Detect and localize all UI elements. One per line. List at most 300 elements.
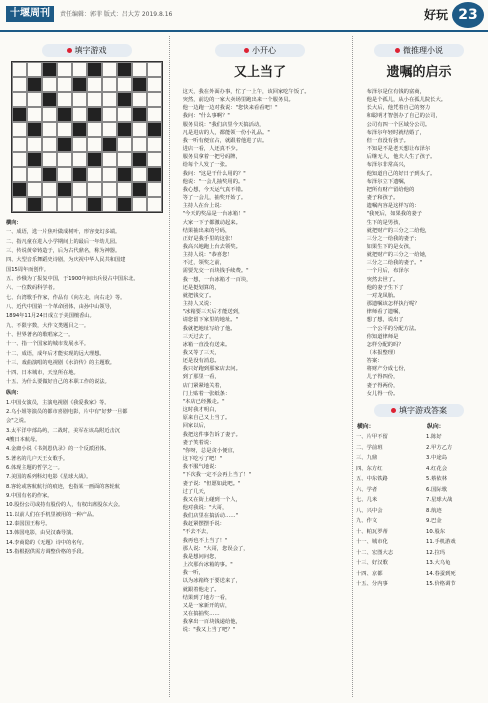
down-clue: 12.泰国国王称号。	[6, 521, 51, 527]
story-paragraph: 原来自己又上当了。	[182, 415, 231, 422]
across-clue: 七、台湾歌手作家，作品有《向左走，向右走》等。	[6, 294, 126, 301]
mystery-tag	[374, 44, 464, 57]
story-paragraph: "本店已经搬走。"	[182, 398, 225, 405]
story-paragraph: 正好是我手里的这张！	[182, 235, 236, 242]
grid-cell	[72, 197, 87, 212]
story-paragraph: "下次我一定不会再上当了！"	[182, 472, 252, 479]
answer-cell: 6.国际歌	[426, 486, 447, 493]
story-paragraph: 我赶紧摆摆手说：	[182, 521, 225, 528]
story-paragraph: 结果到了地方一看，	[182, 594, 231, 601]
grid-cell	[132, 77, 147, 92]
humor-column	[172, 38, 348, 697]
answer-row	[356, 443, 482, 453]
answer-cell: 九、作文	[356, 518, 378, 525]
story-paragraph: 后继无人，他夫人生了孩子。	[366, 154, 436, 161]
grid-cell	[27, 107, 42, 122]
story-paragraph: 布泽尔立下遗嘱，	[366, 178, 409, 185]
answer-cell: 三、九鼎	[356, 455, 378, 462]
story-paragraph: 这时我才明白，	[182, 407, 220, 414]
grid-cell	[12, 62, 27, 77]
story-paragraph: 店门紧紧地关着，	[182, 382, 225, 389]
grid-cell	[147, 107, 162, 122]
grid-cell	[27, 77, 42, 92]
story-paragraph: 需要先交一百块钱手续费。"	[182, 268, 249, 275]
answer-row	[356, 464, 482, 474]
grid-cell	[117, 197, 132, 212]
grid-cell	[42, 137, 57, 152]
answer-row	[356, 538, 482, 548]
across-clue: 十三、戏曲演唱的电视剧《水浒传》的主题歌。	[6, 360, 115, 367]
story-paragraph: 突然，前边的一家大卖场里跑出来一个服务员。	[182, 97, 294, 104]
story-paragraph: 妻子得两份，	[366, 382, 399, 389]
across-clue: 十、世界著名的歌唱家之一。	[6, 332, 74, 339]
answer-cell: 八、兴中会	[356, 507, 383, 514]
grid-cell	[102, 92, 117, 107]
answers-tag	[374, 404, 464, 417]
grid-cell	[132, 107, 147, 122]
editor-line: 责任编辑：郭菲 版式：吕大芳 2019.8.16	[60, 11, 173, 18]
story-paragraph: 我就把地址写给了他。	[182, 325, 236, 332]
crossword-grid	[11, 61, 163, 213]
humor-tag	[215, 44, 305, 57]
grid-cell	[12, 77, 27, 92]
story-paragraph: 一个月后，布泽尔	[366, 268, 409, 275]
grid-cell	[27, 167, 42, 182]
bullet-icon	[244, 48, 249, 53]
crossword-tag	[42, 44, 132, 57]
grid-cell	[42, 167, 57, 182]
grid-cell	[27, 182, 42, 197]
across-clues	[6, 228, 167, 387]
answer-cell: 十三、好汉歌	[356, 560, 388, 567]
story-paragraph: 门上贴着一张纸条：	[182, 390, 231, 397]
story-paragraph: 大家一下子都激动起来。	[182, 219, 241, 226]
grid-cell	[102, 62, 117, 77]
across-clue: 一、成语，选一片焦叶做成树叶，形容变幻多端。	[6, 229, 121, 236]
grid-cell	[147, 197, 162, 212]
grid-cell	[102, 197, 117, 212]
answer-cell: 十一、城市化	[356, 539, 388, 546]
answer-row	[356, 433, 482, 443]
story-paragraph: 又在搞抽奖……	[182, 611, 220, 617]
answer-row	[356, 485, 482, 495]
across-clue: 十一、指一个国家的城市发展水平。	[6, 341, 90, 348]
answer-cell: 十二、宏图大志	[356, 549, 394, 556]
answer-row	[356, 475, 482, 485]
story-paragraph: 我一听，	[182, 570, 204, 577]
brand-logo: 十堰周刊	[6, 6, 54, 22]
grid-cell	[72, 107, 87, 122]
grid-cell	[117, 167, 132, 182]
grid-cell	[12, 92, 27, 107]
story-paragraph: 生下的是男孩，	[366, 219, 404, 226]
grid-cell	[87, 62, 102, 77]
story-paragraph: 就跟着他走了。	[182, 586, 220, 593]
grid-cell	[147, 182, 162, 197]
grid-cell	[57, 62, 72, 77]
across-clue: 十二、成语，成年后才能实现的远大理想。	[6, 350, 105, 357]
story-paragraph: 答案：	[366, 358, 383, 365]
story-paragraph: 儿子得四份，	[366, 374, 399, 381]
grid-cell	[27, 122, 42, 137]
answer-row	[356, 517, 482, 527]
grid-cell	[72, 122, 87, 137]
answers-tag-label: 填字游戏答案	[399, 405, 447, 415]
grid-cell	[72, 182, 87, 197]
story-paragraph: "今天的奖品是一台冰箱！"	[182, 211, 246, 218]
story-paragraph: 女儿得一份。	[366, 390, 399, 397]
grid-cell	[42, 62, 57, 77]
story-paragraph: 我们店里在搞活动……"	[182, 513, 238, 520]
story-paragraph: 遗嘱内容是这样写的：	[366, 203, 420, 210]
story-paragraph: 请您留下家里的地址。"	[182, 317, 238, 324]
story-paragraph: 就把财产的三分之二给他，	[366, 227, 431, 234]
story-paragraph: 主持人说："恭喜您！	[182, 252, 233, 259]
bullet-icon	[67, 48, 72, 53]
grid-cell	[87, 182, 102, 197]
answer-cell: 10.股东	[426, 528, 446, 535]
crossword-tag-label: 填字游戏	[74, 46, 107, 55]
grid-cell	[27, 92, 42, 107]
answer-cell: 8.航迹	[426, 507, 442, 514]
story-paragraph: 还是没有消息。	[182, 358, 220, 365]
down-clue: 5.著名的几户天王女歌手。	[6, 455, 69, 462]
grid-cell	[57, 107, 72, 122]
across-clue: 十五、为什么要做好自己的本职工作的说法。	[6, 378, 110, 385]
mystery-column	[356, 38, 482, 697]
story-paragraph: 上次那台冰箱的事。"	[182, 562, 233, 569]
grid-cell	[42, 107, 57, 122]
grid-cell	[87, 167, 102, 182]
story-paragraph: 我不服气地说：	[182, 464, 220, 471]
grid-cell	[147, 152, 162, 167]
story-paragraph: 给每个人发了一张。	[182, 162, 231, 169]
story-paragraph: 这天，我在外面办事，忙了一上午，该回家吃午饭了。	[182, 89, 310, 95]
story-paragraph: 又是一家新开的店，	[182, 602, 231, 609]
mystery-story	[356, 88, 482, 398]
story-paragraph: 我问："什么事啊？"	[182, 113, 230, 120]
story-paragraph: 回家以后，	[182, 423, 210, 430]
grid-cell	[72, 152, 87, 167]
story-paragraph: 我心想，今天运气真不错。	[182, 186, 247, 193]
grid-cell	[147, 77, 162, 92]
mystery-tag-label: 微推理小说	[403, 46, 443, 55]
story-paragraph: 以为冰箱终于要送来了，	[182, 578, 241, 585]
grid-cell	[147, 167, 162, 182]
grid-cell	[27, 62, 42, 77]
down-clue: 3.太平洋中部岛屿，二战时，美军在该岛附近击沉	[6, 427, 120, 434]
down-clue: 13.韩国电影，由吴汉森导演。	[6, 530, 77, 537]
down-clue: 会"之说。	[6, 418, 30, 425]
down-clue: 11.以前人们在手机里被用的一种产品。	[6, 511, 98, 518]
grid-cell	[57, 182, 72, 197]
story-paragraph: 那遗嘱该怎样执行呢？	[366, 301, 420, 308]
answer-row	[356, 506, 482, 516]
grid-cell	[57, 152, 72, 167]
story-paragraph: "不去不去，	[182, 529, 212, 536]
humor-tag-label: 小开心	[252, 46, 276, 55]
grid-cell	[12, 122, 27, 137]
story-paragraph: 布泽尔非常高兴，	[366, 162, 409, 169]
down-clue: 7.美国的系列科幻电影《星球大战》。	[6, 474, 92, 481]
across-clue: 二、指凡童在进入小学期间上的最后一年幼儿园。	[6, 238, 121, 245]
answer-row	[356, 569, 482, 579]
bullet-icon	[391, 408, 396, 413]
story-paragraph: 凡是进店的人，都能领一份小礼品。"	[182, 129, 270, 136]
answer-cell: 7.星球大战	[426, 497, 453, 504]
across-heading: 横向：	[6, 220, 22, 226]
story-paragraph: 三分之一给我的妻子；	[366, 235, 420, 242]
column-divider	[352, 36, 353, 697]
story-paragraph: 我一听有便宜占，就跟着他进了店。	[182, 137, 268, 144]
answer-cell: 一、片甲不留	[356, 434, 388, 441]
crossword-column	[6, 38, 167, 697]
bullet-icon	[395, 48, 400, 53]
story-paragraph: 他对我说："大哥，	[182, 504, 228, 511]
story-paragraph: 如果生下的是女孩，	[366, 243, 415, 250]
story-paragraph: 服务员拿着一把号码牌，	[182, 154, 241, 161]
grid-cell	[102, 77, 117, 92]
answer-cell: 1.陈好	[426, 434, 442, 441]
grid-cell	[147, 137, 162, 152]
answers-across-head: 横向：	[357, 423, 375, 430]
story-paragraph: 说："我又上当了吧？"	[182, 627, 236, 634]
answer-cell: 五、中东铁路	[356, 476, 388, 483]
story-paragraph: 他是个孤儿，从小在孤儿院长大。	[366, 97, 447, 104]
grid-cell	[12, 197, 27, 212]
story-paragraph: 想了想，说出了	[366, 317, 404, 324]
grid-cell	[102, 167, 117, 182]
page-header	[0, 0, 488, 30]
answer-cell: 四、东方红	[356, 465, 383, 472]
answer-cell: 9.巴金	[426, 518, 442, 525]
story-paragraph: 不过，领奖之前，	[182, 260, 225, 267]
answer-cell: 14.春蚕到死	[426, 570, 456, 577]
story-paragraph: 我再也不上当了！"	[182, 537, 228, 544]
story-paragraph: 主持人又说：	[182, 301, 215, 308]
grid-cell	[42, 77, 57, 92]
answer-cell: 5.蔡依林	[426, 476, 447, 483]
grid-cell	[72, 77, 87, 92]
grid-cell	[132, 137, 147, 152]
story-paragraph: 他一边跑一边对我说："您快来看看吧！"	[182, 105, 278, 112]
down-clue: 8.客轮或客航航行的痕迹，也指某一画面的客轮航	[6, 483, 120, 490]
across-clue: 国15周年而创作。	[6, 266, 49, 273]
story-paragraph: 我拿出一百块钱递给他，	[182, 619, 241, 626]
story-paragraph: 我问："这是干什么用的？"	[182, 170, 246, 177]
grid-cell	[42, 122, 57, 137]
story-paragraph: 我高兴地跑上台去领奖。	[182, 243, 241, 250]
answer-cell: 11.手机游戏	[426, 539, 456, 546]
story-paragraph: 我一想，一台冰箱才一百块，	[182, 276, 252, 283]
header-rule	[0, 30, 488, 32]
grid-cell	[42, 92, 57, 107]
story-paragraph: 等了一会儿，抽奖开始了。	[182, 195, 247, 202]
answer-cell: 十五、分内事	[356, 581, 388, 588]
story-paragraph: 他的妻子生下了	[366, 284, 404, 291]
grid-cell	[132, 197, 147, 212]
story-paragraph: "冰箱要三天后才能送到，	[182, 309, 244, 316]
down-clue: 4.金庸小说《书剑恩仇录》的一个反派团体。	[6, 446, 110, 453]
column-divider	[169, 36, 170, 697]
grid-cell	[57, 122, 72, 137]
grid-cell	[132, 62, 147, 77]
grid-cell	[57, 77, 72, 92]
story-paragraph: 我把这件事告诉了妻子。	[182, 431, 241, 438]
story-paragraph: 就把财产的三分之一给她，	[366, 252, 431, 259]
down-clue: 15.指根据供需方调整价格的手段。	[6, 549, 87, 556]
grid-cell	[117, 92, 132, 107]
grid-cell	[57, 167, 72, 182]
grid-cell	[12, 167, 27, 182]
down-clue: 1.中国女演员，主演电视剧《我爱我家》等。	[6, 399, 110, 406]
section-title: 好玩	[423, 8, 448, 22]
grid-cell	[147, 122, 162, 137]
answer-row	[356, 454, 482, 464]
across-clue: 三、传说黄帝铸造于，后为古代鼎名，称为神器。	[6, 248, 121, 255]
down-heading: 纵向：	[6, 390, 22, 397]
grid-cell	[72, 167, 87, 182]
grid-cell	[147, 92, 162, 107]
grid-cell	[57, 92, 72, 107]
story-paragraph: 就把钱交了。	[182, 292, 215, 299]
answer-cell: 六、学者	[356, 486, 378, 493]
story-paragraph: 结果抽出来的号码，	[182, 227, 231, 234]
grid-cell	[102, 107, 117, 122]
across-clue: 九、不限字数，大作文类题目之一。	[6, 322, 90, 329]
answer-cell: 十四、京都	[356, 570, 383, 577]
story-paragraph: 布泽尔是位有钱的富商，	[366, 89, 425, 95]
grid-cell	[57, 137, 72, 152]
grid-cell	[87, 107, 102, 122]
story-paragraph: 但一直没有孩子。	[366, 137, 409, 144]
humor-title: 又上当了	[233, 65, 286, 80]
grid-cell	[132, 167, 147, 182]
down-clues	[6, 399, 167, 558]
story-paragraph: 布泽尔年轻时就结婚了，	[366, 129, 425, 136]
answer-cell: 4.红花会	[426, 465, 447, 472]
story-paragraph: 我又等了三天，	[182, 350, 220, 356]
grid-cell	[117, 62, 132, 77]
story-paragraph: 律师看了遗嘱，	[366, 309, 404, 316]
answer-row	[356, 548, 482, 558]
story-paragraph: 还是挺划算的，	[182, 284, 220, 291]
story-paragraph: 他知道自己的好日子到头了。	[366, 170, 436, 177]
grid-cell	[132, 122, 147, 137]
grid-cell	[147, 62, 162, 77]
across-clue: 1894年11月24日成立于美国檀香山。	[6, 313, 95, 320]
story-paragraph: 妻子笑着说：	[182, 439, 215, 446]
grid-cell	[72, 92, 87, 107]
story-paragraph: 进店一看，人还真不少。	[182, 146, 241, 153]
story-paragraph: 一对龙凤胎。	[366, 292, 399, 299]
answer-cell: 13.大乌龟	[426, 560, 451, 567]
grid-cell	[12, 137, 27, 152]
grid-cell	[27, 197, 42, 212]
story-paragraph: 三天过去了，	[182, 333, 215, 340]
grid-cell	[132, 182, 147, 197]
answer-row	[356, 496, 482, 506]
across-clue: 六、一位数码科学者。	[6, 285, 58, 292]
grid-cell	[87, 77, 102, 92]
story-paragraph: （本报整理）	[366, 350, 399, 356]
grid-cell	[87, 152, 102, 167]
story-paragraph: 那人说："大哥，您误会了，	[182, 545, 249, 552]
story-paragraph: 公司有四一个区域分公司。	[366, 121, 431, 128]
answer-cell: 12.拉玛	[426, 549, 446, 556]
humor-story	[172, 88, 348, 634]
story-paragraph: 把所有财产留给他的	[366, 186, 415, 193]
grid-cell	[117, 137, 132, 152]
grid-cell	[117, 107, 132, 122]
grid-cell	[87, 197, 102, 212]
story-paragraph: 和聪明才智创办了自己的公司，	[366, 113, 441, 120]
grid-cell	[117, 152, 132, 167]
grid-cell	[27, 137, 42, 152]
answer-row	[356, 559, 482, 569]
answer-cell: 2.甲方乙方	[426, 444, 453, 451]
story-paragraph: 我只好跑到那家店去问。	[182, 366, 241, 373]
grid-cell	[42, 152, 57, 167]
story-paragraph: 三分之二给我的妻子。"	[366, 260, 422, 267]
grid-cell	[132, 92, 147, 107]
grid-cell	[57, 197, 72, 212]
grid-cell	[102, 152, 117, 167]
answer-cell: 十、帕瓦罗蒂	[356, 528, 388, 535]
story-paragraph: 主持人在台上说：	[182, 203, 225, 210]
down-clue: 14.李商隐的《无题》诗中的名句。	[6, 539, 87, 546]
answer-cell: 七、几米	[356, 497, 378, 504]
page-number: 23	[452, 2, 484, 28]
answer-cell: 3.中途岛	[426, 455, 447, 462]
answer-cell: 15.价格调节	[426, 581, 456, 588]
across-clue: 五、沙俄为了报复中国，于1900年间出兵侵占中国东北。	[6, 276, 139, 283]
across-clue: 十四、日本城市，天皇所在地。	[6, 369, 79, 376]
across-clue: 八、近代中国第一个革命团体，由孙中山领导，	[6, 304, 115, 311]
story-paragraph: 突然去世了。	[366, 276, 399, 283]
grid-cell	[102, 182, 117, 197]
grid-cell	[87, 137, 102, 152]
story-paragraph: 将财产分成七份，	[366, 366, 409, 373]
story-paragraph: 一个公平的分配方法。	[366, 325, 420, 332]
story-paragraph: 不知是不是老天想让布泽尔	[366, 146, 431, 153]
answer-cell: 二、学前班	[356, 444, 383, 451]
grid-cell	[117, 77, 132, 92]
grid-cell	[117, 182, 132, 197]
grid-cell	[27, 152, 42, 167]
story-paragraph: 你知道律师是	[366, 333, 399, 340]
across-clue: 四、大型音乐舞蹈史诗剧，为庆祝中华人民共和国建	[6, 257, 126, 264]
answers-table	[356, 421, 482, 590]
answers-down-head: 纵向：	[427, 423, 445, 430]
story-paragraph: 冰箱一直没有送来。	[182, 341, 231, 348]
story-paragraph: 他说："一会儿抽奖用的。"	[182, 178, 246, 185]
down-clue: 10.股份公司或持有股份的人，有权出席股东大会。	[6, 502, 124, 509]
story-paragraph: "我死后，如果我的妻子	[366, 211, 422, 218]
grid-cell	[42, 182, 57, 197]
grid-cell	[117, 122, 132, 137]
story-paragraph: 过了几天，	[182, 488, 210, 495]
down-clue: 9.中国有名的作家。	[6, 492, 53, 499]
story-paragraph: 到了那里一看，	[182, 374, 220, 381]
grid-cell	[12, 182, 27, 197]
down-clue: 2.乌小姐等演员的都市喜剧电影，片中有"好梦一旦都	[6, 408, 128, 415]
grid-cell	[87, 122, 102, 137]
story-paragraph: 长大后，他凭着自己的努力	[366, 105, 431, 112]
grid-cell	[42, 197, 57, 212]
grid-cell	[72, 137, 87, 152]
grid-cell	[102, 137, 117, 152]
